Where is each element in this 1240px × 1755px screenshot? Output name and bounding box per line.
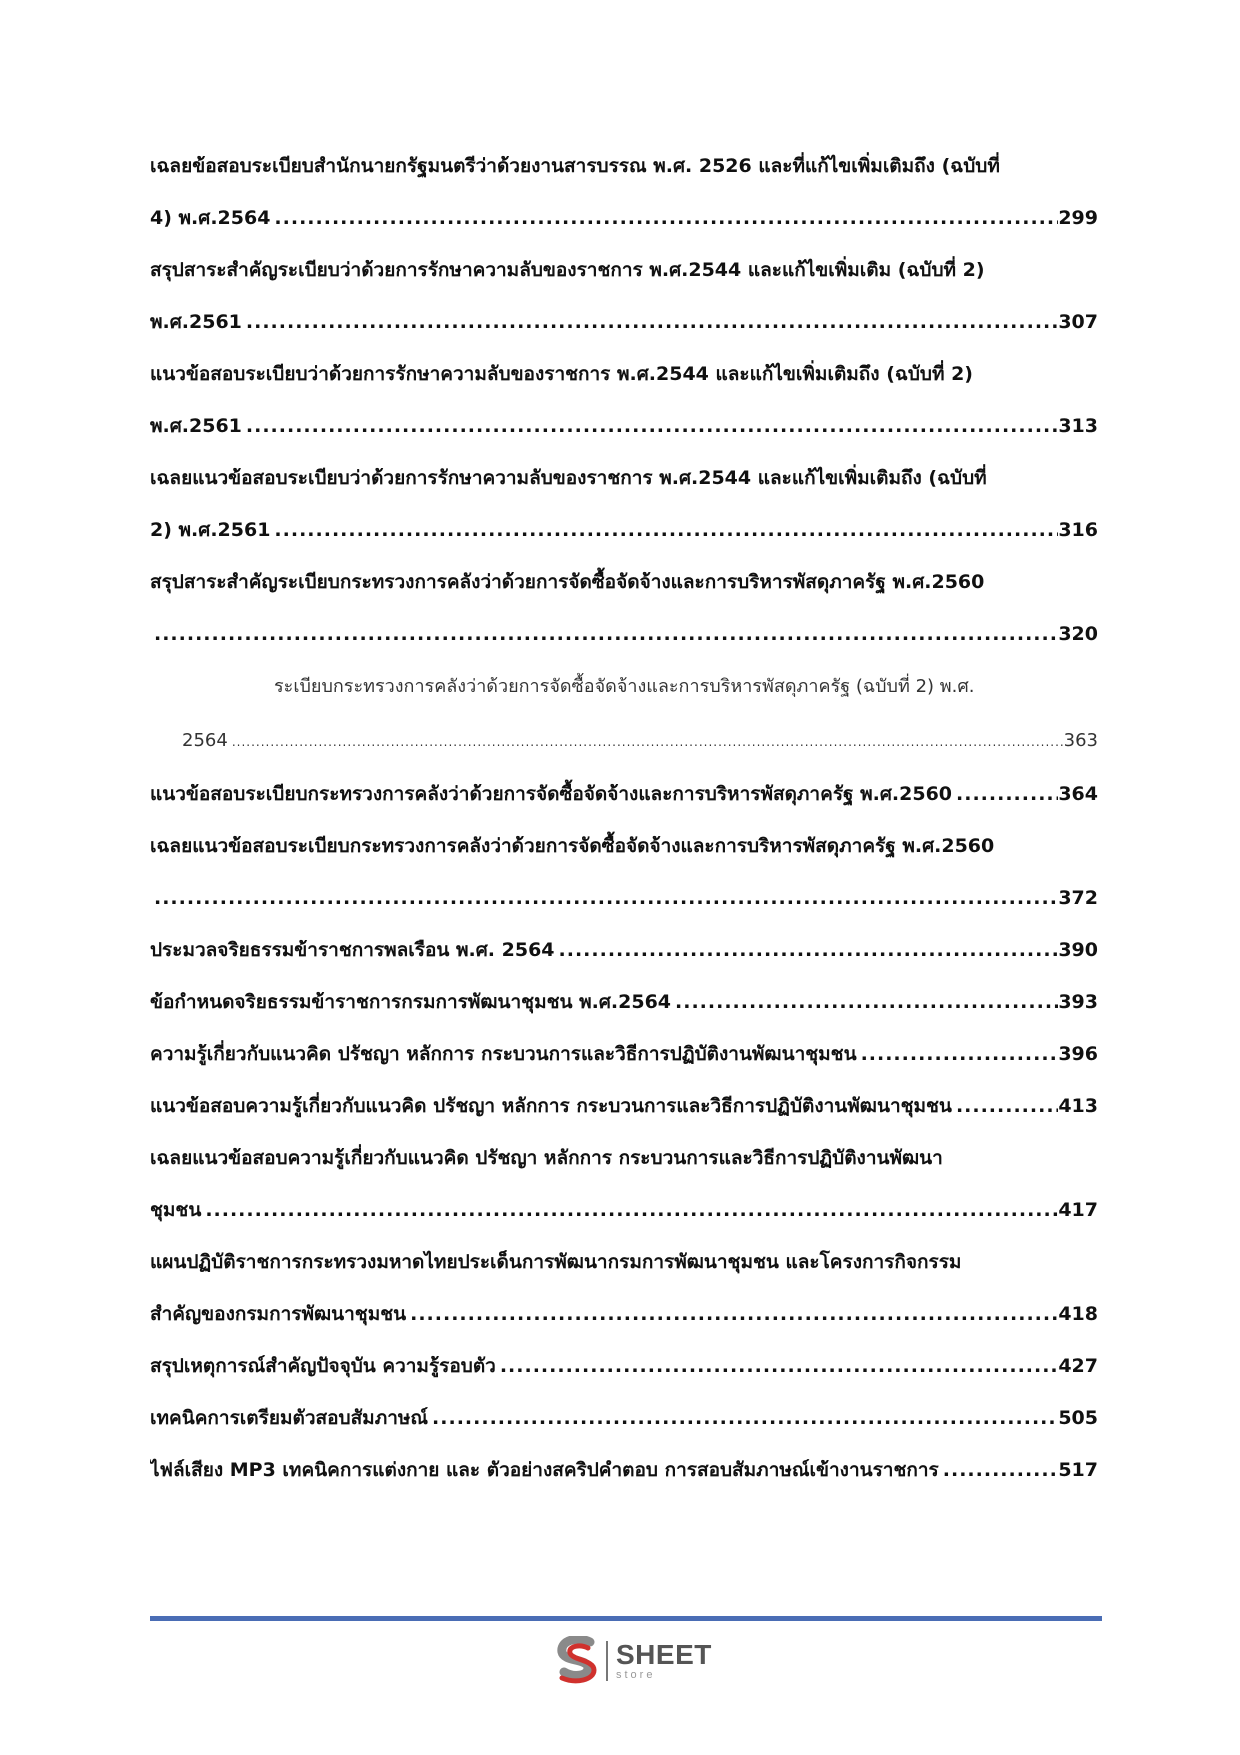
dot-leader [270, 192, 1058, 244]
dot-leader [555, 924, 1059, 976]
toc-entry-title: ระเบียบกระทรวงการคลังว่าด้วยการจัดซื้อจัดจ้างและการบริหารพัสดุภาครัฐ (ฉบับที่ 2) พ.ศ. [274, 676, 975, 697]
dot-leader [242, 296, 1058, 348]
logo-subtext: store [616, 1668, 656, 1681]
toc-entry-title: แผนปฏิบัติราชการกระทรวงมหาดไทยประเด็นการพัฒนากรมการพัฒนาชุมชน และโครงการกิจกรรม [150, 1251, 962, 1273]
toc-entry[interactable] [150, 556, 1098, 660]
dot-leader [242, 400, 1058, 452]
toc-entry-title: เฉลยแนวข้อสอบระเบียบว่าด้วยการรักษาความลับของราชการ พ.ศ.2544 และแก้ไขเพิ่มเติมถึง (ฉบับที่ [150, 467, 987, 489]
toc-entry[interactable] [150, 1028, 1098, 1080]
toc-page-number: 390 [1058, 939, 1098, 961]
sheet-store-logo [554, 1633, 724, 1688]
table-of-contents [150, 140, 1098, 1496]
toc-page-number: 320 [1058, 623, 1098, 645]
toc-entry-title-cont: สำคัญของกรมการพัฒนาชุมชน [150, 1303, 407, 1325]
toc-entry[interactable] [150, 768, 1098, 820]
dot-leader [939, 1444, 1059, 1496]
toc-entry-title: ประมวลจริยธรรมข้าราชการพลเรือน พ.ศ. 2564 [150, 939, 555, 961]
dot-leader [496, 1340, 1058, 1392]
dot-leader [671, 976, 1058, 1028]
toc-entry-title: แนวข้อสอบความรู้เกี่ยวกับแนวคิด ปรัชญา หลักการ กระบวนการและวิธีการปฏิบัติงานพัฒนาชุมชน [150, 1095, 952, 1117]
toc-entry-title: เฉลยแนวข้อสอบระเบียบกระทรวงการคลังว่าด้วยการจัดซื้อจัดจ้างและการบริหารพัสดุภาครัฐ พ.ศ.2560 [150, 835, 995, 857]
toc-entry[interactable] [150, 348, 1098, 452]
toc-entry-title: แนวข้อสอบระเบียบกระทรวงการคลังว่าด้วยการจัดซื้อจัดจ้างและการบริหารพัสดุภาครัฐ พ.ศ.2560 [150, 783, 953, 805]
toc-entry-title: ความรู้เกี่ยวกับแนวคิด ปรัชญา หลักการ กระบวนการและวิธีการปฏิบัติงานพัฒนาชุมชน [150, 1043, 857, 1065]
logo-wordmark: SHEET [616, 1638, 712, 1670]
toc-page-number: 363 [1063, 730, 1098, 751]
toc-entry[interactable] [150, 924, 1098, 976]
toc-page-number: 364 [1058, 783, 1098, 805]
toc-page-number: 418 [1058, 1303, 1098, 1325]
toc-entry-title: เฉลยข้อสอบระเบียบสำนักนายกรัฐมนตรีว่าด้วยงานสารบรรณ พ.ศ. 2526 และที่แก้ไขเพิ่มเติมถึง (ฉบับที่ [150, 155, 1000, 177]
toc-entry-title-cont: ชุมชน [150, 1199, 202, 1221]
dot-leader [201, 1184, 1058, 1236]
toc-page-number: 299 [1058, 207, 1098, 229]
dot-leader [406, 1288, 1058, 1340]
dot-leader [270, 504, 1058, 556]
dot-leader [857, 1028, 1059, 1080]
toc-page-number: 505 [1058, 1407, 1098, 1429]
toc-entry[interactable] [150, 1236, 1098, 1340]
toc-entry-title-cont: 4) พ.ศ.2564 [150, 207, 271, 229]
toc-entry-title-cont: พ.ศ.2561 [150, 415, 242, 437]
toc-page-number: 427 [1058, 1355, 1098, 1377]
toc-entry[interactable] [150, 1080, 1098, 1132]
toc-entry[interactable] [150, 1340, 1098, 1392]
toc-entry-title: ไฟล์เสียง MP3 เทคนิคการแต่งกาย และ ตัวอย่างสคริปคำตอบ การสอบสัมภาษณ์เข้างานราชการ [150, 1459, 939, 1481]
dot-leader [150, 872, 1058, 924]
toc-entry[interactable] [150, 140, 1098, 244]
footer-rule [150, 1616, 1102, 1621]
sheet-store-s-icon [554, 1636, 600, 1686]
toc-entry-title: สรุปสาระสำคัญระเบียบกระทรวงการคลังว่าด้วยการจัดซื้อจัดจ้างและการบริหารพัสดุภาครัฐ พ.ศ.2560 [150, 571, 985, 593]
toc-page-number: 372 [1058, 887, 1098, 909]
toc-entry-title: ข้อกำหนดจริยธรรมข้าราชการกรมการพัฒนาชุมชน พ.ศ.2564 [150, 991, 672, 1013]
toc-entry-title-cont: พ.ศ.2561 [150, 311, 242, 333]
toc-entry-title: สรุปเหตุการณ์สำคัญปัจจุบัน ความรู้รอบตัว [150, 1355, 496, 1377]
toc-subentry[interactable] [150, 660, 1098, 768]
dot-leader [228, 714, 1064, 768]
toc-entry[interactable] [150, 1392, 1098, 1444]
dot-leader [952, 768, 1058, 820]
toc-page-number: 316 [1058, 519, 1098, 541]
toc-entry-title: เฉลยแนวข้อสอบความรู้เกี่ยวกับแนวคิด ปรัชญา หลักการ กระบวนการและวิธีการปฏิบัติงานพัฒนา [150, 1147, 943, 1169]
toc-entry[interactable] [150, 452, 1098, 556]
dot-leader [428, 1392, 1058, 1444]
dot-leader [952, 1080, 1058, 1132]
toc-entry[interactable] [150, 820, 1098, 924]
toc-page-number: 313 [1058, 415, 1098, 437]
toc-entry-title-cont: 2) พ.ศ.2561 [150, 519, 271, 541]
toc-page-number: 307 [1058, 311, 1098, 333]
toc-entry[interactable] [150, 1132, 1098, 1236]
toc-entry-title: แนวข้อสอบระเบียบว่าด้วยการรักษาความลับของราชการ พ.ศ.2544 และแก้ไขเพิ่มเติมถึง (ฉบับที่ 2) [150, 363, 973, 385]
toc-entry-title-cont: 2564 [182, 730, 228, 751]
dot-leader [150, 608, 1058, 660]
toc-entry[interactable] [150, 1444, 1098, 1496]
toc-page-number: 517 [1058, 1459, 1098, 1481]
toc-entry[interactable] [150, 976, 1098, 1028]
toc-page-number: 396 [1058, 1043, 1098, 1065]
toc-entry-title: สรุปสาระสำคัญระเบียบว่าด้วยการรักษาความลับของราชการ พ.ศ.2544 และแก้ไขเพิ่มเติม (ฉบับที่ 2) [150, 259, 985, 281]
toc-page-number: 393 [1058, 991, 1098, 1013]
logo-divider [606, 1641, 608, 1681]
toc-page-number: 417 [1058, 1199, 1098, 1221]
toc-entry-title: เทคนิคการเตรียมตัวสอบสัมภาษณ์ [150, 1407, 429, 1429]
toc-entry[interactable] [150, 244, 1098, 348]
toc-page-number: 413 [1058, 1095, 1098, 1117]
